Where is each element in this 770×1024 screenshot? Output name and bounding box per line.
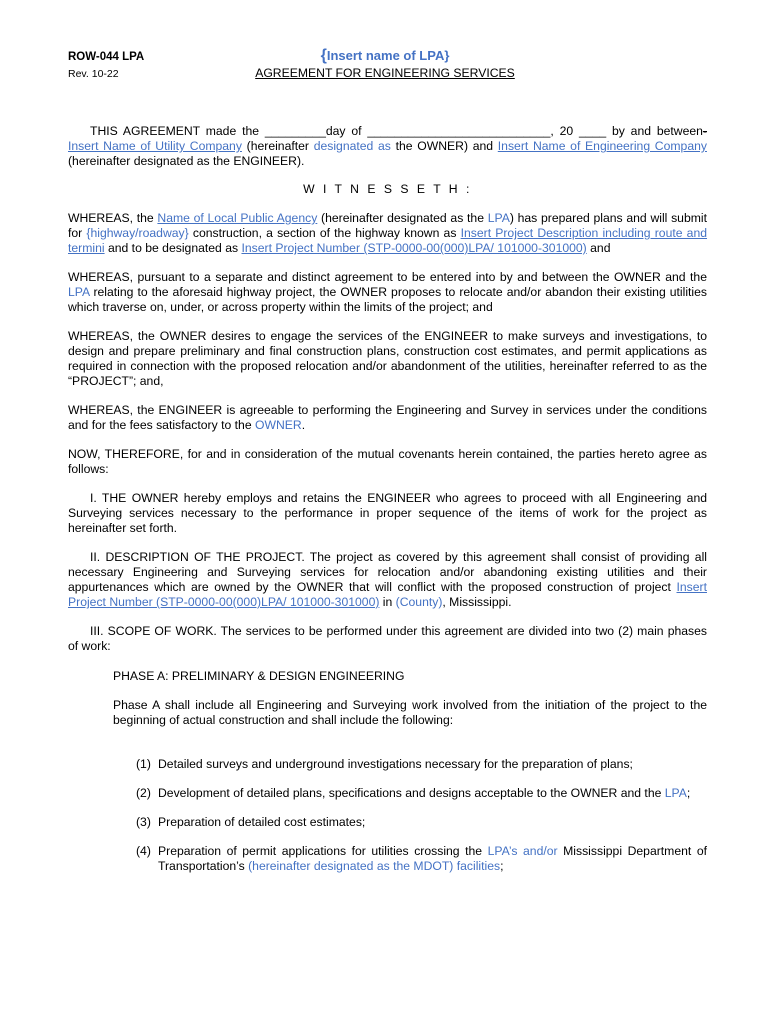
engineering-company-field: Insert Name of Engineering Company xyxy=(497,139,707,153)
w4-text-1: WHEREAS, the ENGINEER is agreeable to performing the Engineering and Survey in services under the conditions and for the fees satisfactory to the xyxy=(68,403,707,432)
intro-text-4: (hereinafter designated as the ENGINEER). xyxy=(68,154,305,168)
s2-text-3: , Mississippi. xyxy=(442,595,512,609)
lpa-placeholder-text: Insert name of LPA} xyxy=(326,48,450,63)
list-text-2: Development of detailed plans, specifications and designs acceptable to the OWNER and the xyxy=(158,786,665,800)
phase-a-title: PHASE A: PRELIMINARY & DESIGN ENGINEERING xyxy=(113,669,405,683)
list-4-text-2: Mississippi Department of Transportation’s xyxy=(158,844,707,873)
agreement-body xyxy=(68,124,707,874)
list-item-4 xyxy=(136,844,707,874)
w1-text-6: and xyxy=(586,241,611,255)
list-4-end: ; xyxy=(500,859,504,873)
w2-text-2: relating to the aforesaid highway project, the OWNER proposes to relocate and/or abandon their existing utilities which traverse on, under, or across property within the limits of the project; and xyxy=(68,285,707,314)
county-field: (County) xyxy=(395,595,443,609)
list-number-1: (1) xyxy=(136,757,151,771)
now-therefore-paragraph: NOW, THEREFORE, for and in consideration of the mutual covenants herein contained, the parties hereto agree as follows: xyxy=(68,447,707,476)
w1-text-4: construction, a section of the highway known as xyxy=(188,226,461,240)
list-number-2: (2) xyxy=(136,786,151,800)
w1-text-2: (hereinafter designated as the xyxy=(317,211,488,225)
intro-paragraph xyxy=(68,124,707,169)
s2-project-number-field: Insert Project Number (STP-0000-00(000)LPA/ 101000-301000) xyxy=(68,580,707,609)
section-3: III. SCOPE OF WORK. The services to be performed under this agreement are divided into two (2) main phases of work: xyxy=(68,624,707,653)
brace-open: { xyxy=(320,47,327,64)
w1-text-1: WHEREAS, the xyxy=(68,211,158,225)
s2-text-2: in xyxy=(379,595,396,609)
w1-text-5: and to be designated as xyxy=(104,241,242,255)
list-2-lpa: LPA xyxy=(664,786,687,800)
list-text-3: Preparation of detailed cost estimates; xyxy=(158,815,366,829)
section-1: I. THE OWNER hereby employs and retains the ENGINEER who agrees to proceed with all Engineering and Surveying services necessary to the performance in proper sequence of the items of work for the project as hereinafter set forth. xyxy=(68,491,707,535)
local-agency-field: Name of Local Public Agency xyxy=(157,211,318,225)
whereas-paragraph-4 xyxy=(68,403,707,433)
w1-text-3: ) has prepared plans and will submit for xyxy=(68,211,707,240)
section-2 xyxy=(68,550,707,610)
intro-text-3: the OWNER) and xyxy=(390,139,498,153)
roadway-field: {highway/roadway} xyxy=(86,226,189,240)
whereas-paragraph-2 xyxy=(68,270,707,315)
list-item-1 xyxy=(136,757,707,772)
witnesseth-heading: W I T N E S S E T H : xyxy=(303,182,472,196)
list-2-end: ; xyxy=(686,786,691,800)
intro-text-2: (hereinafter xyxy=(241,139,314,153)
utility-company-field: Insert Name of Utility Company xyxy=(68,139,242,153)
whereas-paragraph-1 xyxy=(68,211,707,256)
project-description-field: Insert Project Description including route and termini xyxy=(68,226,708,255)
whereas-paragraph-3: WHEREAS, the OWNER desires to engage the services of the ENGINEER to make surveys and investigations, to design and prepare preliminary and final construction plans, construction cost estimates, and permit applications as required in connection with the proposed relocation and/or abandonment of the utilities, hereinafter referred to as the “PROJECT”; and, xyxy=(68,329,707,388)
list-number-3: (3) xyxy=(136,815,151,829)
w2-text-1: WHEREAS, pursuant to a separate and distinct agreement to be entered into by and between the OWNER and the xyxy=(68,270,707,284)
list-4-text-1: Preparation of permit applications for utilities crossing the xyxy=(158,844,488,858)
w2-lpa: LPA xyxy=(68,285,90,299)
strike-mark: - xyxy=(702,124,707,138)
intro-text-1: THIS AGREEMENT made the _________day of ___________________________, 20 ____ by and between xyxy=(90,124,703,138)
project-number-field: Insert Project Number (STP-0000-00(000)LPA/ 101000-301000) xyxy=(241,241,587,255)
list-item-3 xyxy=(136,815,707,830)
w4-text-2: . xyxy=(301,418,306,432)
w1-lpa: LPA xyxy=(487,211,510,225)
list-item-2 xyxy=(136,786,707,801)
form-number: ROW-044 LPA xyxy=(68,51,145,63)
document-title: AGREEMENT FOR ENGINEERING SERVICES xyxy=(255,66,515,80)
list-text-1: Detailed surveys and underground investigations necessary for the preparation of plans; xyxy=(158,757,633,771)
list-number-4: (4) xyxy=(136,844,151,858)
revision-date: Rev. 10-22 xyxy=(68,68,119,80)
designated-text: designated as xyxy=(313,139,391,153)
list-4-blue-1: LPA’s and/or xyxy=(487,844,558,858)
list-4-blue-2: (hereinafter designated as the MDOT) facilities xyxy=(248,859,501,873)
w4-owner: OWNER xyxy=(254,418,302,432)
phase-a-description: Phase A shall include all Engineering and Surveying work involved from the initiation of the project to the beginning of actual construction and shall include the following: xyxy=(113,698,707,727)
lpa-name-placeholder xyxy=(0,47,770,65)
s2-text-1: II. DESCRIPTION OF THE PROJECT. The project as covered by this agreement shall consist of providing all necessary Engineering and Surveying services for relocation and/or abandoning existing utilities and their appurtenances which are owned by the OWNER that will conflict with the proposed construction of project xyxy=(68,550,707,594)
